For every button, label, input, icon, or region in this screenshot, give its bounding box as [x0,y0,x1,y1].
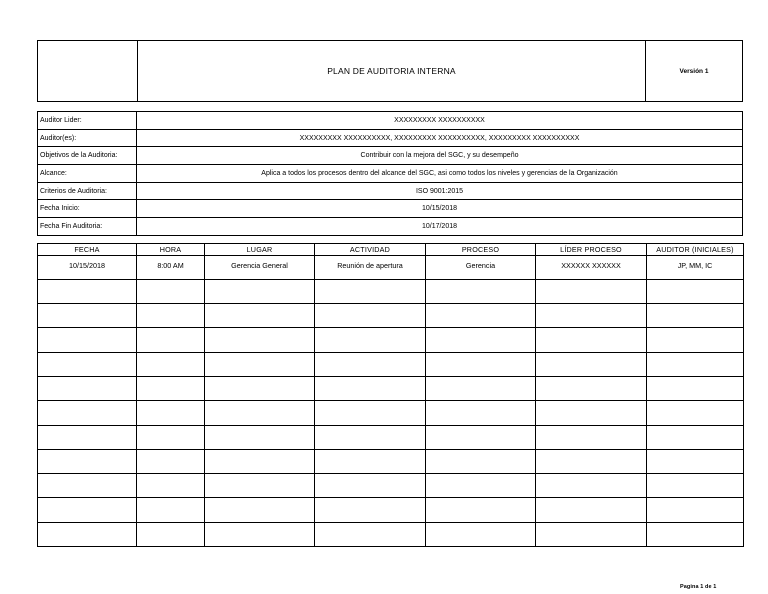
empty-cell-auditor [647,522,744,546]
cell-auditor: JP, MM, IC [647,255,744,279]
empty-table-row [38,498,744,522]
empty-cell-fecha [38,474,137,498]
info-row [38,112,743,130]
empty-cell-auditor [647,304,744,328]
empty-cell-lider-proceso [536,279,647,303]
cell-lugar: Gerencia General [205,255,315,279]
empty-cell-actividad [315,401,426,425]
empty-table-row [38,425,744,449]
empty-cell-auditor [647,377,744,401]
cell-fecha: 10/15/2018 [38,255,137,279]
empty-table-row [38,474,744,498]
empty-cell-auditor [647,474,744,498]
empty-cell-hora [137,328,205,352]
schedule-table [37,243,744,547]
empty-cell-lugar [205,425,315,449]
empty-cell-proceso [426,498,536,522]
empty-cell-actividad [315,328,426,352]
empty-cell-auditor [647,279,744,303]
empty-cell-fecha [38,352,137,376]
info-label: Fecha Inicio: [38,200,137,218]
info-row [38,129,743,147]
version-label: Versión 1 [679,67,709,75]
empty-cell-hora [137,498,205,522]
empty-cell-proceso [426,449,536,473]
empty-cell-actividad [315,522,426,546]
info-label: Auditor(es): [38,129,137,147]
empty-cell-proceso [426,279,536,303]
empty-cell-lugar [205,279,315,303]
empty-cell-auditor [647,352,744,376]
empty-cell-actividad [315,498,426,522]
empty-cell-fecha [38,522,137,546]
info-value: XXXXXXXXX XXXXXXXXXX [137,112,743,130]
empty-table-row [38,401,744,425]
empty-table-row [38,328,744,352]
empty-cell-actividad [315,352,426,376]
empty-cell-lugar [205,522,315,546]
empty-cell-lugar [205,377,315,401]
empty-cell-fecha [38,449,137,473]
schedule-header-row [38,243,744,255]
empty-cell-proceso [426,304,536,328]
empty-cell-proceso [426,425,536,449]
empty-cell-lugar [205,304,315,328]
info-value: Contribuir con la mejora del SGC, y su desempeño [137,147,743,165]
page-number: Pagina 1 de 1 [680,584,717,590]
empty-cell-lider-proceso [536,377,647,401]
cell-proceso: Gerencia [426,255,536,279]
empty-table-row [38,279,744,303]
empty-cell-lugar [205,449,315,473]
empty-cell-fecha [38,498,137,522]
info-label: Objetivos de la Auditoria: [38,147,137,165]
info-row [38,165,743,183]
empty-cell-proceso [426,401,536,425]
empty-cell-hora [137,377,205,401]
info-row [38,182,743,200]
empty-cell-lider-proceso [536,352,647,376]
cell-lider-proceso: XXXXXX XXXXXX [536,255,647,279]
info-value: 10/15/2018 [137,200,743,218]
empty-cell-auditor [647,328,744,352]
empty-cell-lider-proceso [536,304,647,328]
info-value: Aplica a todos los procesos dentro del alcance del SGC, asi como todos los niveles y gerencias de la Organización [137,165,743,183]
empty-cell-lider-proceso [536,522,647,546]
empty-cell-hora [137,279,205,303]
empty-cell-lugar [205,401,315,425]
empty-cell-auditor [647,401,744,425]
empty-cell-lider-proceso [536,498,647,522]
table-row [38,255,744,279]
column-header-actividad: ACTIVIDAD [315,243,426,255]
empty-cell-lugar [205,474,315,498]
empty-cell-actividad [315,425,426,449]
empty-cell-lugar [205,498,315,522]
empty-cell-lider-proceso [536,328,647,352]
info-label: Auditor Lider: [38,112,137,130]
info-value: XXXXXXXXX XXXXXXXXXX, XXXXXXXXX XXXXXXXXXX, XXXXXXXXX XXXXXXXXXX [137,129,743,147]
document-title: PLAN DE AUDITORIA INTERNA [138,41,646,101]
empty-table-row [38,377,744,401]
column-header-lider-proceso: LÍDER PROCESO [536,243,647,255]
empty-cell-lider-proceso [536,449,647,473]
empty-cell-hora [137,522,205,546]
empty-cell-lider-proceso [536,401,647,425]
empty-cell-proceso [426,474,536,498]
empty-cell-hora [137,304,205,328]
empty-cell-lugar [205,352,315,376]
empty-cell-lider-proceso [536,425,647,449]
info-label: Criterios de Auditoria: [38,182,137,200]
info-row [38,147,743,165]
empty-cell-hora [137,425,205,449]
column-header-fecha: FECHA [38,243,137,255]
empty-cell-hora [137,449,205,473]
empty-table-row [38,522,744,546]
empty-cell-proceso [426,377,536,401]
info-row [38,218,743,236]
empty-cell-fecha [38,401,137,425]
empty-cell-auditor [647,449,744,473]
audit-plan-sheet [37,40,743,547]
empty-cell-lugar [205,328,315,352]
cell-hora: 8:00 AM [137,255,205,279]
empty-cell-hora [137,401,205,425]
column-header-lugar: LUGAR [205,243,315,255]
info-value: ISO 9001:2015 [137,182,743,200]
info-value: 10/17/2018 [137,218,743,236]
column-header-proceso: PROCESO [426,243,536,255]
empty-table-row [38,352,744,376]
audit-info-table [37,111,743,236]
empty-cell-actividad [315,304,426,328]
empty-cell-hora [137,352,205,376]
empty-cell-actividad [315,279,426,303]
info-label: Fecha Fin Auditoria: [38,218,137,236]
empty-cell-fecha [38,377,137,401]
document-header [37,40,743,102]
empty-cell-actividad [315,449,426,473]
empty-cell-proceso [426,352,536,376]
empty-cell-actividad [315,377,426,401]
empty-cell-proceso [426,328,536,352]
empty-cell-proceso [426,522,536,546]
empty-table-row [38,304,744,328]
column-header-auditor: AUDITOR (INICIALES) [647,243,744,255]
empty-cell-hora [137,474,205,498]
info-row [38,200,743,218]
empty-cell-fecha [38,279,137,303]
cell-actividad: Reunión de apertura [315,255,426,279]
column-header-hora: HORA [137,243,205,255]
empty-cell-lider-proceso [536,474,647,498]
empty-cell-fecha [38,425,137,449]
info-label: Alcance: [38,165,137,183]
logo-area [38,41,138,101]
empty-cell-auditor [647,498,744,522]
empty-table-row [38,449,744,473]
empty-cell-fecha [38,304,137,328]
empty-cell-auditor [647,425,744,449]
empty-cell-actividad [315,474,426,498]
empty-cell-fecha [38,328,137,352]
